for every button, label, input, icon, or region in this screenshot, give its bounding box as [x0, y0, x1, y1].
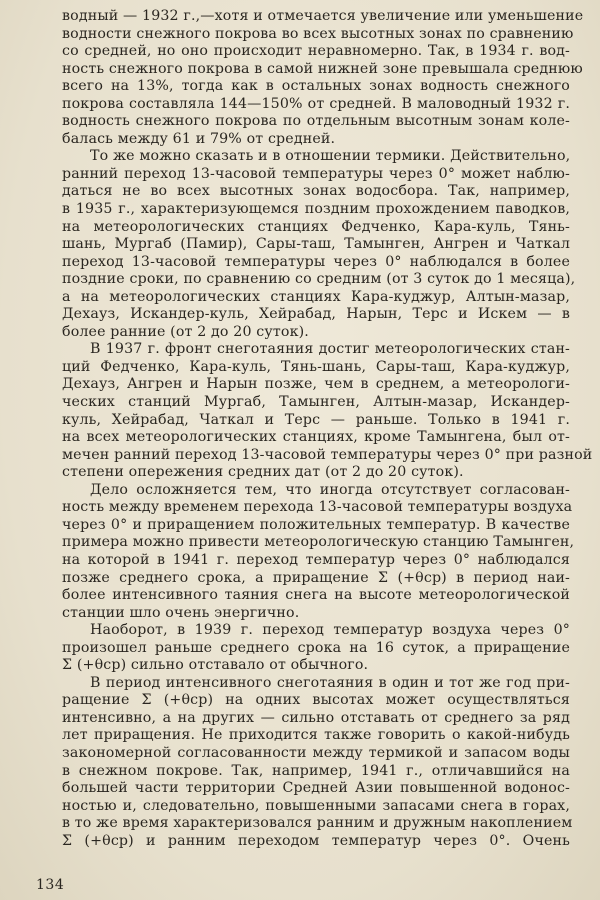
text-line: покрова составляла 144—150% от средней. В маловодный 1932 г. [62, 95, 570, 112]
text-line: а на метеорологических станциях Кара-куджур, Алтын-мазар, [62, 288, 570, 305]
text-line: даться не во всех высотных зонах водосбора. Так, например, [62, 183, 570, 200]
text-line: Дехауз, Искандер-куль, Хейрабад, Нарын, Терс и Искем — в [62, 306, 570, 323]
text-line: со средней, но оно происходит неравномерно. Так, в 1934 г. вод- [62, 43, 570, 60]
text-line: произошел раньше среднего срока на 16 суток, а приращение [62, 639, 570, 656]
text-line: поздние сроки, по сравнению со средним (от 3 суток до 1 месяца), [62, 271, 576, 288]
text-line: Дехауз, Ангрен и Нарын позже, чем в среднем, а метеорологи- [62, 376, 570, 393]
text-line: более интенсивного таяния снега на высоте метеорологической [62, 587, 570, 604]
text-line: интенсивно, а на других — сильно отставать от среднего за ряд [62, 709, 570, 726]
text-line: станции шло очень энергично. [62, 604, 300, 621]
text-line: Σ (+θср) и ранним переходом температур через 0°. Очень [62, 832, 570, 849]
text-line: ранний переход 13-часовой температуры через 0° может наблю- [62, 165, 570, 182]
text-line: в 1935 г., характеризующемся поздним прохождением паводков, [62, 201, 570, 218]
page-number: 134 [36, 877, 65, 893]
text-line: Σ (+θср) сильно отставало от обычного. [62, 657, 369, 674]
text-line: В 1937 г. фронт снеготаяния достиг метеорологических стан- [90, 341, 570, 358]
text-line: водности снежного покрова во всех высотных зонах по сравнению [62, 25, 574, 42]
text-line: более ранние (от 2 до 20 суток). [62, 323, 309, 340]
text-line: лет приращения. Не приходится также говорить о какой-нибудь [62, 727, 570, 744]
text-line: всего на 13%, тогда как в остальных зонах водность снежного [62, 78, 570, 95]
text-line: позже среднего срока, а приращение Σ (+θср) в период наи- [62, 569, 570, 586]
text-line: ность снежного покрова в самой нижней зоне превышала среднюю [62, 60, 583, 77]
text-line: мечен ранний переход 13-часовой температуры через 0° при разной [62, 446, 593, 463]
body-text [62, 8, 593, 850]
text-line: переход 13-часовой температуры через 0° наблюдался в более [62, 253, 570, 270]
text-line: В период интенсивного снеготаяния в один и тот же год при- [90, 674, 570, 691]
text-line: Дело осложняется тем, что иногда отсутствует согласован- [90, 481, 570, 498]
text-line: То же можно сказать и в отношении термики. Действительно, [90, 148, 571, 165]
text-line: водность снежного покрова по отдельным высотным зонам коле- [62, 113, 570, 130]
text-line: ций Федченко, Кара-куль, Тянь-шань, Сары-таш, Кара-куджур, [62, 358, 570, 375]
text-line: ность между временем перехода 13-часовой температуры воздуха [62, 499, 573, 516]
text-line: закономерной согласованности между термикой и запасом воды [62, 744, 570, 761]
text-line: шань, Мургаб (Памир), Сары-таш, Тамынген, Ангрен и Чаткал [62, 236, 570, 253]
text-line: степени опережения средних дат (от 2 до 20 суток). [62, 464, 464, 481]
text-line: Наоборот, в 1939 г. переход температур воздуха через 0° [90, 622, 570, 639]
text-line: ностью и, следовательно, повышенными запасами снега в горах, [62, 797, 570, 814]
text-line: на метеорологических станциях Федченко, Кара-куль, Тянь- [62, 218, 570, 235]
text-line: на которой в 1941 г. переход температур через 0° наблюдался [62, 551, 570, 568]
text-line: на всех метеорологических станциях, кроме Тамынгена, был от- [62, 429, 570, 446]
text-line: ращение Σ (+θср) на одних высотах может осуществляться [62, 692, 570, 709]
text-line: большей части территории Средней Азии повышенной водонос- [62, 780, 570, 797]
text-line: примера можно привести метеорологическую станцию Тамынген, [62, 534, 575, 551]
text-line: в снежном покрове. Так, например, 1941 г., отличавшийся на [62, 762, 570, 779]
text-line: через 0° и приращением положительных температур. В качестве [62, 516, 570, 533]
text-line: балась между 61 и 79% от средней. [62, 130, 336, 147]
text-line: ческих станций Мургаб, Тамынген, Алтын-мазар, Искандер- [62, 394, 570, 411]
text-line: в то же время характеризовался ранним и дружным накоплением [62, 815, 573, 832]
text-line: водный — 1932 г.,—хотя и отмечается увеличение или уменьшение [62, 8, 584, 24]
text-line: куль, Хейрабад, Чаткал и Терс — раньше. Только в 1941 г. [62, 411, 570, 428]
